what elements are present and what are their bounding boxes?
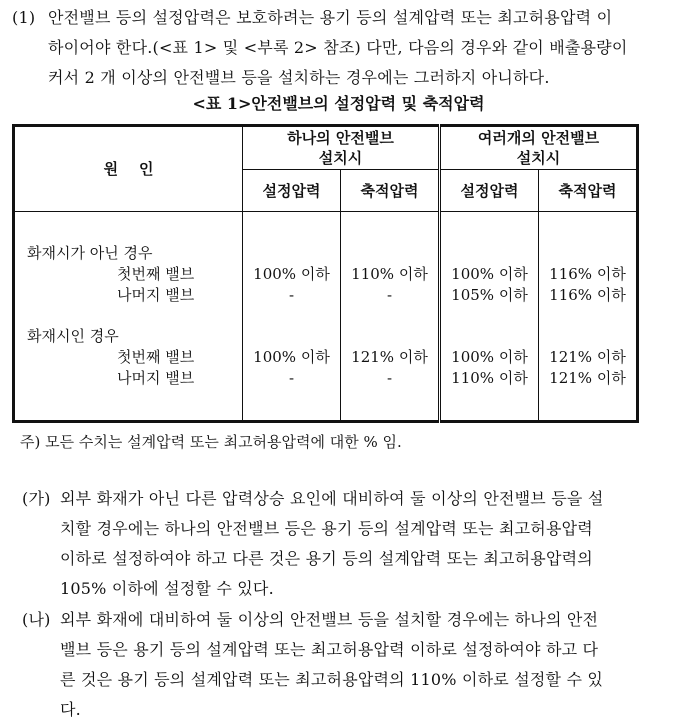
pressure-table (12, 124, 639, 423)
cause-fire-other: 나머지 밸브 (117, 369, 195, 387)
single-set-f-other: - (288, 369, 295, 387)
header-cause (14, 126, 243, 212)
paragraph-na-body (60, 605, 603, 725)
paragraph-1-line: 하이어야 한다.(<표 1> 및 <부록 2> 참조) 다만, 다음의 경우와 같이 배출용량이 (48, 38, 628, 57)
multi-set-f-other: 110% 이하 (451, 369, 528, 387)
multi-accum-f-first: 121% 이하 (549, 348, 626, 366)
paragraph-1-body (48, 3, 628, 93)
multi-set-f-first: 100% 이하 (451, 348, 528, 366)
header-single-set-pressure: 설정압력 (243, 170, 341, 212)
paragraph-1-line: 커서 2 개 이상의 안전밸브 등을 설치하는 경우에는 그러하지 아니하다. (48, 68, 550, 87)
single-set-f-first: 100% 이하 (253, 348, 330, 366)
paragraph-na (22, 605, 667, 720)
table-title: <표 1>안전밸브의 설정압력 및 축적압력 (192, 94, 485, 113)
header-single-accum-pressure: 축적압력 (341, 170, 440, 212)
paragraph-na-line: 밸브 등은 용기 등의 설계압력 또는 최고허용압력 이하로 설정하여야 하고 다 (60, 640, 599, 659)
header-multi-line1: 여러개의 안전밸브 (477, 129, 600, 147)
header-single-valve (243, 126, 440, 170)
paragraph-ga-label: (가) (22, 489, 51, 508)
single-set-nf-first: 100% 이하 (253, 265, 330, 283)
single-accum-f-first: 121% 이하 (351, 348, 428, 366)
paragraph-ga-line: 이하로 설정하여야 하고 다른 것은 용기 등의 설계압력 또는 최고허용압력의 (60, 549, 593, 568)
single-accum-f-other: - (386, 369, 393, 387)
table-note: 주) 모든 수치는 설계압력 또는 최고허용압력에 대한 % 임. (20, 433, 402, 451)
header-multi-accum-pressure: 축적압력 (539, 170, 638, 212)
multi-accum-f-other: 121% 이하 (549, 369, 626, 387)
multi-set-nf-other: 105% 이하 (451, 286, 528, 304)
single-accum-column (341, 212, 440, 422)
header-multi-valve (440, 126, 638, 170)
multi-accum-column (539, 212, 638, 422)
multi-accum-nf-other: 116% 이하 (549, 286, 626, 304)
multi-set-nf-first: 100% 이하 (451, 265, 528, 283)
paragraph-ga-line: 치할 경우에는 하나의 안전밸브 등은 용기 등의 설계압력 또는 최고허용압력 (60, 519, 593, 538)
paragraph-ga-body (60, 484, 603, 604)
paragraph-1 (12, 3, 667, 95)
header-multi-line2: 설치시 (516, 149, 561, 167)
paragraph-ga-line: 105% 이하에 설정할 수 있다. (60, 579, 274, 598)
header-single-line2: 설치시 (318, 149, 363, 167)
cause-column (14, 212, 243, 422)
single-set-column (243, 212, 341, 422)
paragraph-1-line: 안전밸브 등의 설정압력은 보호하려는 용기 등의 설계압력 또는 최고허용압력 이 (48, 8, 613, 27)
header-multi-set-pressure: 설정압력 (440, 170, 539, 212)
paragraph-na-line: 다. (60, 700, 81, 719)
cause-fire-first: 첫번째 밸브 (117, 348, 195, 366)
cause-non-fire: 화재시가 아닌 경우 (27, 244, 153, 262)
cause-fire: 화재시인 경우 (27, 327, 119, 345)
paragraph-ga (22, 484, 667, 604)
single-set-nf-other: - (288, 286, 295, 304)
paragraph-1-label: (1) (12, 8, 36, 27)
paragraph-na-line: 외부 화재에 대비하여 둘 이상의 안전밸브 등을 설치할 경우에는 하나의 안전 (60, 610, 599, 629)
cause-non-fire-first: 첫번째 밸브 (117, 265, 195, 283)
paragraph-na-line: 른 것은 용기 등의 설계압력 또는 최고허용압력의 110% 이하로 설정할 수 있 (60, 670, 604, 689)
multi-accum-nf-first: 116% 이하 (549, 265, 626, 283)
single-accum-nf-first: 110% 이하 (351, 265, 428, 283)
header-single-line1: 하나의 안전밸브 (287, 129, 394, 147)
paragraph-na-label: (나) (22, 610, 51, 629)
single-accum-nf-other: - (386, 286, 393, 304)
paragraph-ga-line: 외부 화재가 아닌 다른 압력상승 요인에 대비하여 둘 이상의 안전밸브 등을 설 (60, 489, 604, 508)
multi-set-column (440, 212, 539, 422)
cause-non-fire-other: 나머지 밸브 (117, 286, 195, 304)
header-cause-label: 원 인 (103, 160, 154, 178)
